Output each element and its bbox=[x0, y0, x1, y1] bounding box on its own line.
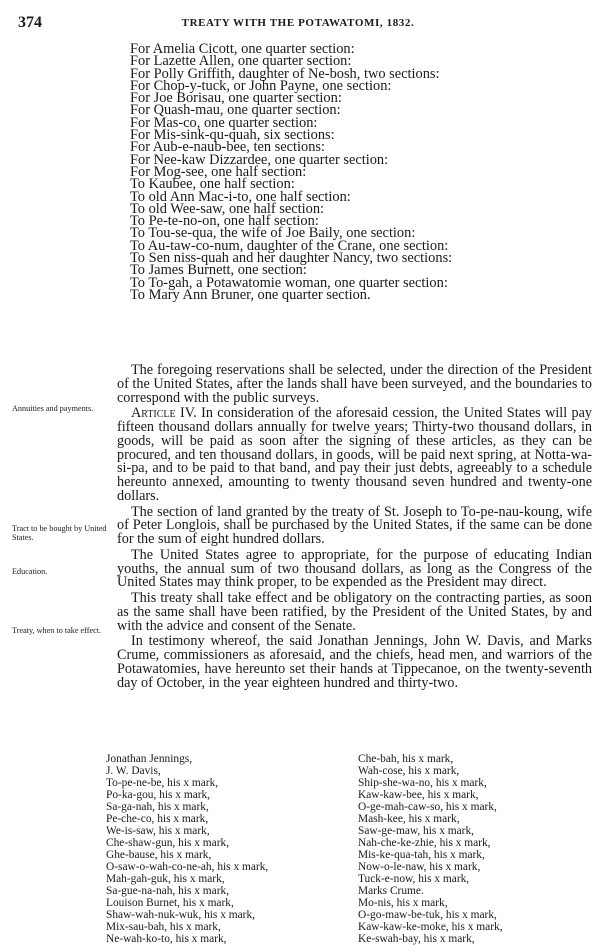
signature-line: O-ge-mah-caw-so, his x mark, bbox=[358, 801, 497, 813]
margin-note-education: Education. bbox=[12, 567, 48, 576]
signature-line: Ne-wah-ko-to, his x mark, bbox=[106, 933, 227, 945]
signature-line: Kaw-kaw-bee, his x mark, bbox=[358, 789, 479, 801]
signature-line: Wah-cose, his x mark, bbox=[358, 765, 460, 777]
signature-line: To-pe-ne-be, his x mark, bbox=[106, 777, 219, 789]
signature-line: Mis-ke-qua-tah, his x mark, bbox=[358, 849, 485, 861]
signature-line: Now-o-le-naw, his x mark, bbox=[358, 861, 481, 873]
signature-line: Kaw-kaw-ke-moke, his x mark, bbox=[358, 921, 503, 933]
signature-line: Shaw-wah-nuk-wuk, his x mark, bbox=[106, 909, 256, 921]
reservation-item: To old Ann Mac-i-to, one half section: bbox=[130, 188, 351, 205]
signature-line: O-saw-o-wah-co-ne-ah, his x mark, bbox=[106, 861, 269, 873]
signatures-right-column bbox=[358, 753, 503, 945]
reservation-item: For Mas-co, one quarter section: bbox=[130, 114, 318, 131]
signature-line: Sa-gue-na-nah, his x mark, bbox=[106, 885, 230, 897]
tract-paragraph: The section of land granted by the treaty of St. Joseph to To-pe-nau-koung, wife of Peter Longlois, shall be purchased by the United States, if the same can be done for the sum of eight hundred dollars. bbox=[117, 503, 592, 547]
reservation-item: To Tou-se-qua, the wife of Joe Baily, one section: bbox=[130, 225, 416, 242]
reservation-item: For Mog-see, one half section: bbox=[130, 163, 307, 180]
reservation-item: To old Wee-saw, one half section: bbox=[130, 200, 325, 217]
signature-line: Pe-che-co, his x mark, bbox=[106, 813, 209, 825]
reservation-item: For Nee-kaw Dizzardee, one quarter section: bbox=[130, 151, 389, 168]
signature-line: Ship-she-wa-no, his x mark, bbox=[358, 777, 487, 789]
treaty-text bbox=[117, 364, 592, 690]
signature-line: J. W. Davis, bbox=[106, 765, 161, 777]
margin-note-annuities: Annuities and payments. bbox=[12, 404, 94, 413]
selection-paragraph: The foregoing reservations shall be selected, under the direction of the President of the United States, after the lands shall have been surveyed, and the boundaries to correspond with the public surveys. bbox=[117, 362, 592, 406]
running-title: TREATY WITH THE POTAWATOMI, 1832. bbox=[181, 17, 415, 29]
signature-line: Che-bah, his x mark, bbox=[358, 753, 454, 765]
effect-paragraph: This treaty shall take effect and be obligatory on the contracting parties, as soon as the same shall have been ratified, by the President of the United States, by and with the advice and consent of the Senate. bbox=[117, 590, 592, 634]
reservation-item: For Joe Borisau, one quarter section: bbox=[130, 90, 342, 107]
signature-line: Po-ka-gou, his x mark, bbox=[106, 789, 211, 801]
signature-line: We-is-saw, his x mark, bbox=[106, 825, 210, 837]
signature-line: Tuck-e-now, his x mark, bbox=[358, 873, 470, 885]
reservation-item: To Au-taw-co-num, daughter of the Crane, one section: bbox=[130, 237, 449, 254]
signature-line: Sa-ga-nah, his x mark, bbox=[106, 801, 209, 813]
signature-line: Marks Crume. bbox=[358, 885, 424, 897]
signature-line: Louison Burnet, his x mark, bbox=[106, 897, 234, 909]
signature-line: Saw-ge-maw, his x mark, bbox=[358, 825, 474, 837]
reservation-item: For Lazette Allen, one quarter section: bbox=[130, 53, 352, 70]
reservation-item: For Aub-e-naub-bee, ten sections: bbox=[130, 139, 326, 156]
reservations-list bbox=[130, 43, 560, 301]
signature-line: Mah-gah-guk, his x mark, bbox=[106, 873, 225, 885]
signature-line: Mix-sau-bah, his x mark, bbox=[106, 921, 221, 933]
article-iv-paragraph bbox=[117, 407, 592, 503]
article-text: In consideration of the aforesaid cession, the United States will pay fifteen thousand dollars annually for twelve years; Thirty-two thousand dollars, in goods, will be paid as soon after the signing of these articles, as they can be procured, and ten thousand dollars, in goods, will be paid next spring, at Notta-wa-si-pa, and to be paid to that band, and pay their just debts, agreeably to a schedule hereunto annexed, amounting to twenty thousand seven hundred and twenty-one dollars. bbox=[117, 405, 593, 504]
education-paragraph: The United States agree to appropriate, for the purpose of educating Indian youths, the annual sum of two thousand dollars, as long as the Congress of the United States may think proper, to be expended as the President may direct. bbox=[117, 546, 592, 591]
article-heading: Article IV. bbox=[131, 405, 197, 422]
signature-line: Mo-nis, his x mark, bbox=[358, 897, 448, 909]
reservation-item: To Kaubee, one half section: bbox=[130, 176, 295, 193]
reservation-item: To To-gah, a Potawatomie woman, one quarter section: bbox=[130, 274, 448, 291]
reservation-item: To Mary Ann Bruner, one quarter section. bbox=[130, 286, 371, 303]
signatures-left-column bbox=[106, 753, 268, 945]
reservation-item: For Quash-mau, one quarter section: bbox=[130, 102, 341, 119]
margin-note-tract: Tract to be bought by United States. bbox=[12, 524, 107, 542]
reservation-item: For Amelia Cicott, one quarter section: bbox=[130, 41, 355, 57]
signature-line: Ghe-bause, his x mark, bbox=[106, 849, 212, 861]
margin-note-effect: Treaty, when to take effect. bbox=[12, 626, 102, 635]
signature-line: Mash-kee, his x mark, bbox=[358, 813, 460, 825]
reservation-item: To Pe-te-no-on, one half section: bbox=[130, 213, 319, 230]
signature-line: Che-shaw-gun, his x mark, bbox=[106, 837, 230, 849]
reservation-item: For Polly Griffith, daughter of Ne-bosh, two sections: bbox=[130, 65, 440, 82]
signature-line: O-go-maw-be-tuk, his x mark, bbox=[358, 909, 497, 921]
signature-line: Ke-swah-bay, his x mark, bbox=[358, 933, 475, 945]
reservation-item: To James Burnett, one section: bbox=[130, 262, 307, 279]
signature-line: Jonathan Jennings, bbox=[106, 753, 193, 765]
page-number: 374 bbox=[18, 14, 42, 31]
reservation-item: To Sen niss-quah and her daughter Nancy, two sections: bbox=[130, 250, 453, 267]
reservation-item: For Chop-y-tuck, or John Payne, one section: bbox=[130, 77, 392, 94]
reservation-item: For Mis-sink-qu-quah, six sections: bbox=[130, 127, 335, 144]
testimony-paragraph: In testimony whereof, the said Jonathan Jennings, John W. Davis, and Marks Crume, commissioners as aforesaid, and the chiefs, head men, and warriors of the Potawatomies, have hereunto set their hands at Tippecanoe, on the twenty-seventh day of October, in the year eighteen hundred and thirty-two. bbox=[117, 633, 592, 691]
signature-line: Nah-che-ke-zhie, his x mark, bbox=[358, 837, 491, 849]
page-header bbox=[18, 14, 578, 34]
